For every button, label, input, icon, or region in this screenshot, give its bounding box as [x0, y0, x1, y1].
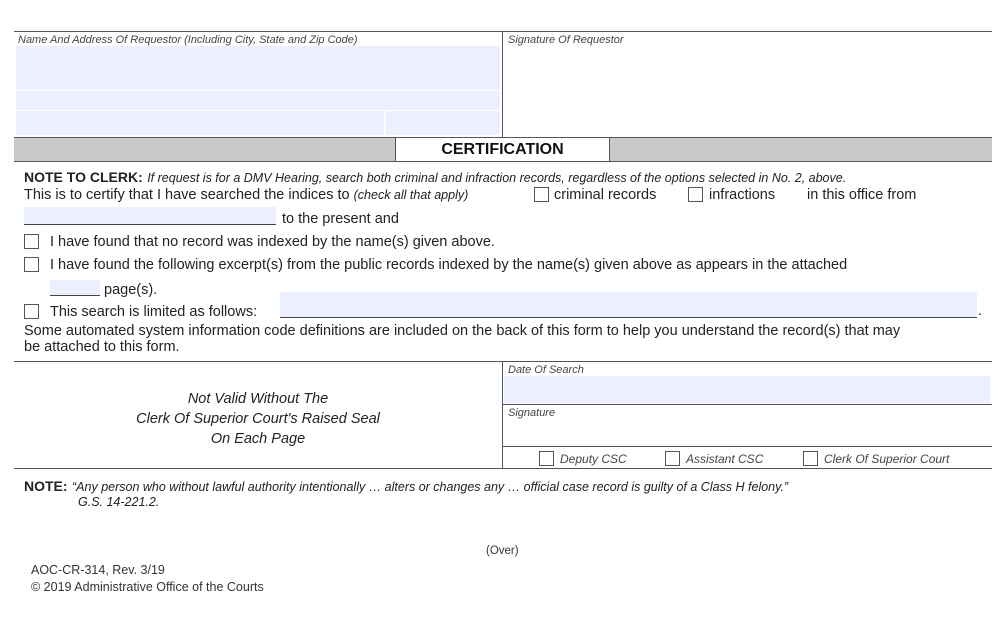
- in-office-from-label: in this office from: [807, 187, 917, 203]
- footer-note-label: NOTE:: [24, 478, 68, 494]
- requestor-name-label: Name And Address Of Requestor (Including City, State and Zip Code): [18, 34, 358, 46]
- seal-notice: [14, 389, 502, 449]
- note-to-clerk: [24, 169, 846, 187]
- certification-title: CERTIFICATION: [395, 137, 610, 162]
- requestor-name-field[interactable]: [16, 46, 500, 90]
- date-of-search-label: Date Of Search: [508, 364, 584, 376]
- form-id: AOC-CR-314, Rev. 3/19: [31, 563, 165, 577]
- certify-statement: This is to certify that I have searched the indices to: [24, 187, 350, 203]
- check-all-hint: (check all that apply): [353, 188, 469, 202]
- footer-statute: G.S. 14-221.2.: [78, 495, 160, 509]
- seal-line2: Clerk Of Superior Court's Raised Seal: [136, 411, 380, 427]
- seal-line3: On Each Page: [210, 431, 306, 447]
- limited-label: This search is limited as follows:: [50, 304, 258, 320]
- assistant-csc-label: Assistant CSC: [686, 452, 764, 466]
- automated-note-line2: be attached to this form.: [24, 339, 180, 355]
- criminal-records-checkbox[interactable]: [534, 187, 549, 202]
- assistant-csc-checkbox[interactable]: [665, 451, 680, 466]
- signature-label: Signature: [508, 407, 556, 419]
- seal-line1: Not Valid Without The: [187, 391, 329, 407]
- footer-note: [24, 478, 788, 496]
- requestor-city-field[interactable]: [16, 111, 384, 135]
- no-record-label: I have found that no record was indexed by the name(s) given above.: [50, 234, 495, 250]
- date-of-search-field[interactable]: [504, 376, 990, 403]
- footer-note-text: “Any person who without lawful authority intentionally … alters or changes any … official case record is guilty of a Class H felony.”: [72, 480, 789, 494]
- note-to-clerk-text: If request is for a DMV Hearing, search both criminal and infraction records, regardless of the options selected in No. 2, above.: [147, 171, 847, 185]
- deputy-csc-label: Deputy CSC: [560, 452, 627, 466]
- signature-role-divider: [503, 446, 992, 447]
- automated-note-line1: Some automated system information code definitions are included on the back of this form to help you understand the record(s) that may: [24, 323, 901, 339]
- requestor-signature-field[interactable]: [504, 46, 990, 135]
- requestor-divider: [502, 31, 503, 137]
- limited-description-field[interactable]: [280, 292, 977, 318]
- certify-text: [24, 187, 468, 203]
- seal-section-divider: [502, 361, 503, 468]
- infractions-label: infractions: [709, 187, 776, 203]
- no-record-checkbox[interactable]: [24, 234, 39, 249]
- seal-section-top-border: [14, 361, 992, 362]
- limited-checkbox[interactable]: [24, 304, 39, 319]
- automated-note: [24, 323, 990, 355]
- infractions-checkbox[interactable]: [688, 187, 703, 202]
- deputy-csc-checkbox[interactable]: [539, 451, 554, 466]
- over-label: (Over): [486, 545, 519, 557]
- requestor-signature-label: Signature Of Requestor: [508, 34, 624, 46]
- found-excerpt-label: I have found the following excerpt(s) from the public records indexed by the name(s) given above as appears in the attached: [50, 257, 848, 273]
- to-present-label: to the present and: [282, 211, 399, 227]
- criminal-records-label: criminal records: [554, 187, 657, 203]
- footer-note-top-border: [14, 468, 992, 469]
- pages-label: page(s).: [104, 282, 158, 298]
- search-from-date-field[interactable]: [24, 207, 276, 225]
- date-signature-divider: [503, 404, 992, 405]
- clerk-label: Clerk Of Superior Court: [824, 452, 950, 466]
- page-count-field[interactable]: [50, 280, 100, 296]
- clerk-checkbox[interactable]: [803, 451, 818, 466]
- note-to-clerk-label: NOTE TO CLERK:: [24, 169, 143, 185]
- limited-period: .: [978, 303, 983, 319]
- form-top-border: [14, 31, 992, 32]
- signature-field[interactable]: [504, 419, 990, 445]
- requestor-zip-field[interactable]: [386, 111, 500, 135]
- copyright: © 2019 Administrative Office of the Courts: [31, 580, 264, 594]
- requestor-address-field[interactable]: [16, 91, 500, 110]
- found-excerpt-checkbox[interactable]: [24, 257, 39, 272]
